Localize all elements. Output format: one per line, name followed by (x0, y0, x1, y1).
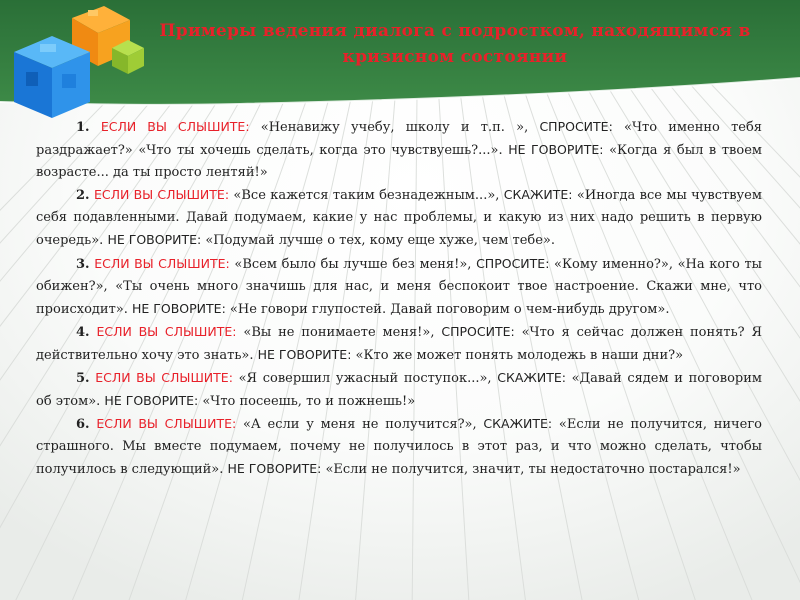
dialogue-item-3: 3. ЕСЛИ ВЫ СЛЫШИТЕ: «Всем было бы лучше без меня!», СПРОСИТЕ: «Кому именно?», «На кого ты обижен?», «Ты очень много значишь для нас, и меня беспокоит твое настроение. Скажи мне, что происходит». НЕ ГОВОРИТЕ: «Не говори глупостей. Давай поговорим о чем-нибудь другом». (36, 255, 763, 317)
blue-cube-icon (14, 36, 90, 118)
dialogue-item-4: 4. ЕСЛИ ВЫ СЛЫШИТЕ: «Вы не понимаете меня!», СПРОСИТЕ: «Что я сейчас должен понять? Я действительно хочу это знать». НЕ ГОВОРИТЕ: «Кто же может понять молодежь в наши дни?» (36, 323, 762, 363)
dialogue-item-1: 1. ЕСЛИ ВЫ СЛЫШИТЕ: «Ненавижу учебу, школу и т.п. », СПРОСИТЕ: «Что именно тебя раздражает?» «Что ты хочешь сделать, когда это чувствуешь?...». НЕ ГОВОРИТЕ: «Когда я был в твоем возрасте... да ты просто лентяй!» (36, 119, 763, 181)
dialogue-examples (36, 116, 762, 482)
slide-title: Примеры ведения диалога с подростком, находящимся в кризисном состоянии (159, 21, 751, 67)
dialogue-item-2: 2. ЕСЛИ ВЫ СЛЫШИТЕ: «Все кажется таким безнадежным...», СКАЖИТЕ: «Иногда все мы чувствуем себя подавленными. Давай подумаем, какие у нас проблемы, и какую из них надо решить в первую очередь». НЕ ГОВОРИТЕ: «Подумай лучше о тех, кому еще хуже, чем тебе». (36, 187, 762, 249)
dialogue-item-5: 5. ЕСЛИ ВЫ СЛЫШИТЕ: «Я совершил ужасный поступок...», СКАЖИТЕ: «Давай сядем и поговорим об этом». НЕ ГОВОРИТЕ: «Что посеешь, то и пожнешь!» (36, 370, 763, 410)
dialogue-item-6: 6. ЕСЛИ ВЫ СЛЫШИТЕ: «А если у меня не получится?», СКАЖИТЕ: «Если не получится, ничего страшного. Мы вместе подумаем, почему не получилось в этот раз, и что можно сделать, чтобы получилось в следующий». НЕ ГОВОРИТЕ: «Если не получится, значит, ты недостаточно постарался!» (36, 416, 762, 478)
